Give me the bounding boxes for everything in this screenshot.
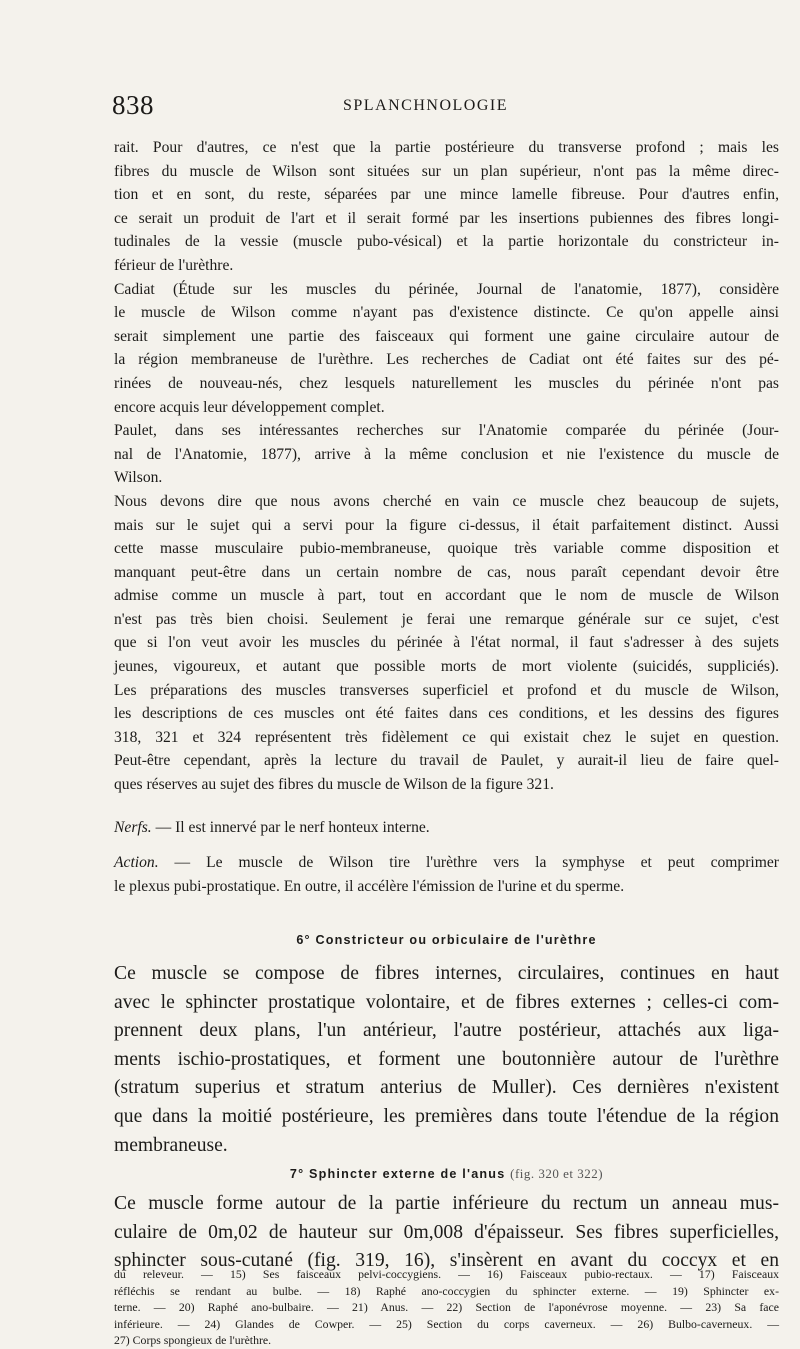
text-line: n'est pas très bien choisi. Seulement je ferai une remarque générale sur ce sujet, c'est [114, 610, 779, 628]
text-line: fibres du muscle de Wilson sont situées sur un plan supérieur, n'ont pas la même direc- [114, 162, 779, 180]
nerfs-label: Nerfs. [114, 819, 152, 836]
text-line: 318, 321 et 324 représentent très fidèlement ce qui existait chez le sujet en question. [114, 728, 779, 746]
text-line: tion et en sont, du reste, séparées par une mince lamelle fibreuse. Pour d'autres enfin, [114, 186, 779, 204]
text-line: nal de l'Anatomie, 1877), arrive à la même conclusion et nie l'existence du muscle de [114, 445, 779, 463]
action-label: Action. [114, 854, 159, 871]
paragraph-block-constricteur [114, 960, 779, 1160]
text-line: Nous devons dire que nous avons cherché en vain ce muscle chez beaucoup de sujets, [114, 492, 779, 510]
text-line: le muscle de Wilson comme n'ayant pas d'existence distincte. Ce qu'on appelle ainsi [114, 304, 779, 322]
text-line: (stratum superius et stratum anterius de Muller). Ces dernières n'existent [114, 1077, 779, 1099]
paragraph-block-wilson [114, 136, 779, 797]
text-line: que si l'on veut avoir les muscles du périnée à l'état normal, il faut s'adresser à des sujets [114, 634, 779, 652]
text-line: tudinales de la vessie (muscle pubo-vésical) et la partie horizontale du constricteur in- [114, 233, 779, 251]
footnote-block [114, 1266, 779, 1349]
figure-reference: (fig. 320 et 322) [510, 1166, 604, 1181]
page-number: 838 [112, 90, 154, 120]
text-line: membraneuse. [114, 1134, 228, 1156]
text-line: cette masse musculaire pubio-membraneuse, quoique très variable comme disposition et [114, 540, 779, 558]
text-line: Les préparations des muscles transverses superficiel et profond et du muscle de Wilson, [114, 681, 779, 699]
text-line: Paulet, dans ses intéressantes recherches sur l'Anatomie comparée du périnée (Jour- [114, 422, 779, 440]
text-line: ce serait un produit de l'art et il serait formé par les insertions pubiennes des fibres longi- [114, 209, 779, 227]
footnote-line: inférieure. — 24) Glandes de Cowper. — 25) Section du corps caverneux. — 26) Bulbo-caverneux. — [114, 1316, 779, 1331]
text-line: Ce muscle se compose de fibres internes, circulaires, continues en haut [114, 963, 779, 984]
text-line [114, 851, 779, 875]
text-line: Wilson. [114, 469, 163, 487]
action-text: — Le muscle de Wilson tire l'urèthre vers la symphyse et peut comprimer [158, 854, 779, 871]
text-line [114, 816, 779, 840]
sphincter-heading-text: 7° Sphincter externe de l'anus [289, 1167, 506, 1181]
text-line: Ce muscle forme autour de la partie inférieure du rectum un anneau mus- [114, 1193, 779, 1214]
text-line: admise comme un muscle à part, tout en accordant que le nom de muscle de Wilson [114, 587, 779, 605]
footnote-line: terne. — 20) Raphé ano-bulbaire. — 21) Anus. — 22) Section de l'aponévrose moyenne. — 23) Sa face [114, 1300, 779, 1315]
text-line: férieur de l'urèthre. [114, 256, 234, 274]
text-line: mais sur le sujet qui a servi pour la figure ci-dessus, il était parfaitement distinct. Aussi [114, 516, 779, 534]
section-heading-sphincter [114, 1166, 779, 1182]
text-line: ments ischio-prostatiques, et forment une boutonnière autour de l'urèthre [114, 1048, 779, 1070]
text-line: avec le sphincter prostatique volontaire, et de fibres externes ; celles-ci com- [114, 991, 779, 1013]
section-heading-constricteur: 6° Constricteur ou orbiculaire de l'urèthre [296, 933, 597, 947]
text-line: serait simplement une partie des faisceaux qui forment une gaine circulaire autour de [114, 327, 779, 345]
paragraph-action [114, 851, 779, 898]
text-line: prennent deux plans, l'un antérieur, l'autre postérieur, attachés aux liga- [114, 1020, 779, 1042]
nerfs-text: — Il est innervé par le nerf honteux interne. [151, 819, 430, 836]
footnote-line: réfléchis se rendant au bulbe. — 18) Raphé ano-coccygien du sphincter externe. — 19) Sphincter ex- [114, 1283, 779, 1298]
text-line: Peut-être cependant, après la lecture du travail de Paulet, y aurait-il lieu de faire quel- [114, 752, 779, 770]
text-line: manquant peut-être dans un certain nombre de cas, nous paraît cependant devoir être [114, 563, 779, 581]
paragraph-nerfs [114, 816, 779, 840]
text-line: rait. Pour d'autres, ce n'est que la partie postérieure du transverse profond ; mais les [114, 139, 779, 156]
text-line: Cadiat (Étude sur les muscles du périnée, Journal de l'anatomie, 1877), considère [114, 280, 779, 298]
text-line: jeunes, vigoureux, et autant que possible morts de mort violente (suicidés, suppliciés). [114, 658, 779, 676]
text-line: la région membraneuse de l'urèthre. Les recherches de Cadiat ont été faites sur des pé- [114, 351, 779, 369]
text-line: culaire de 0m,02 de hauteur sur 0m,008 d'épaisseur. Ses fibres superficielles, [114, 1221, 779, 1243]
running-head: SPLANCHNOLOGIE [343, 97, 508, 114]
text-line: que dans la moitié postérieure, les premières dans toute l'étendue de la région [114, 1105, 779, 1127]
text-line: ques réserves au sujet des fibres du muscle de Wilson de la figure 321. [114, 776, 554, 794]
text-line: encore acquis leur développement complet. [114, 398, 385, 416]
paragraph-block-sphincter [114, 1190, 779, 1276]
text-line: rinées de nouveau-nés, chez lesquels naturellement les muscles du périnée n'ont pas [114, 374, 779, 392]
footnote-line: du releveur. — 15) Ses faisceaux pelvi-coccygiens. — 16) Faisceaux pubio-rectaux. — 17) Faisceaux [114, 1267, 779, 1281]
text-line: les descriptions de ces muscles ont été faites dans ces conditions, et les dessins des figures [114, 705, 779, 723]
footnote-line: 27) Corps spongieux de l'urèthre. [114, 1333, 272, 1348]
text-line: le plexus pubi-prostatique. En outre, il accélère l'émission de l'urine et du sperme. [114, 877, 625, 895]
text-line: sphincter sous-cutané (fig. 319, 16), s'insèrent en avant du coccyx et en [114, 1250, 779, 1272]
